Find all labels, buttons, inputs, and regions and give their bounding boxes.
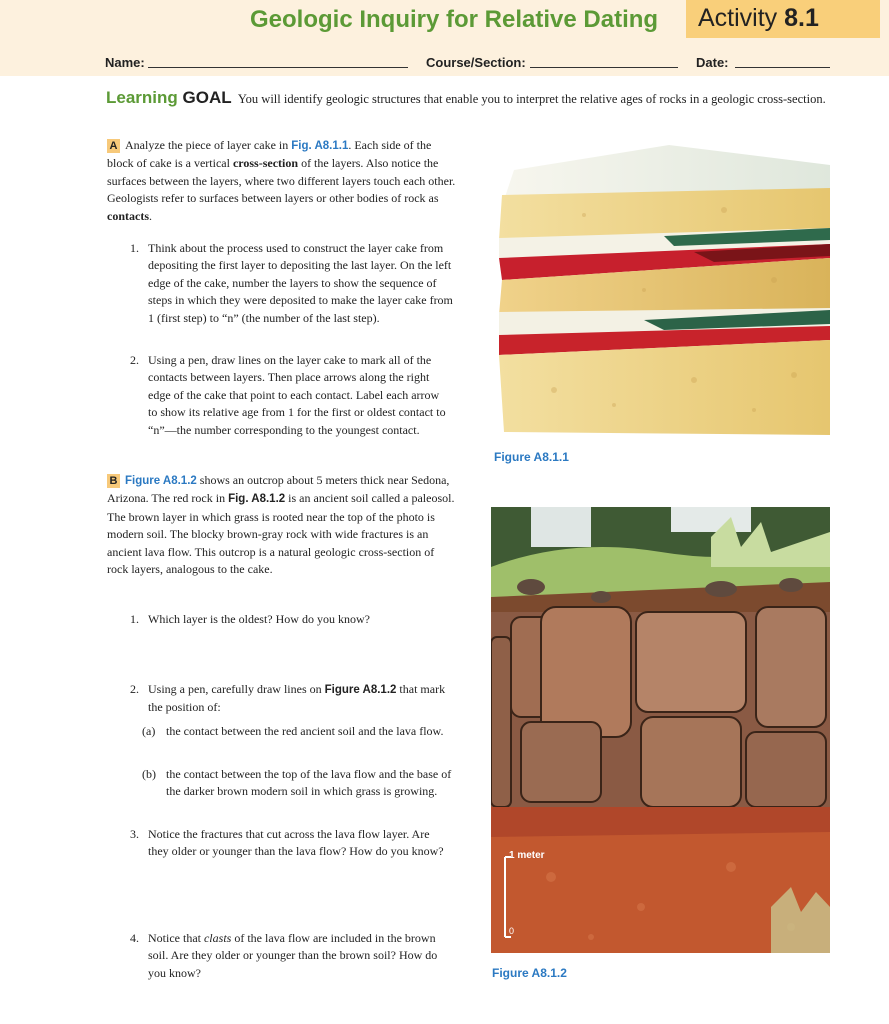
part-a-question-1 xyxy=(130,240,460,327)
fig1-ref[interactable]: Fig. A8.1.1 xyxy=(291,140,349,152)
sub-label: (a) xyxy=(142,724,156,738)
question-number: 2. xyxy=(130,682,139,696)
activity-badge xyxy=(686,0,880,38)
fig2-ref-1[interactable]: Figure A8.1.2 xyxy=(125,475,197,487)
learning-goal xyxy=(106,90,826,107)
course-field-line[interactable] xyxy=(530,67,678,68)
goal-text: You will identify geologic structures that enable you to interpret the relative ages of rocks in a geologic cross-section. xyxy=(237,92,826,106)
part-a-question-2 xyxy=(130,352,450,439)
question-number: 1. xyxy=(130,241,139,255)
part-a-text-3: of the layers. Also notice the surfaces between the layers, where two different layers touch each other. Geologists refer to surfaces between layers or other bodies of rock as xyxy=(107,156,456,206)
part-a-text-1: Analyze the piece of layer cake in xyxy=(125,138,289,152)
date-field-line[interactable] xyxy=(735,67,830,68)
question-number: 1. xyxy=(130,612,139,626)
fig2-ref-2[interactable]: Fig. A8.1.2 xyxy=(228,493,286,506)
outcrop-photo xyxy=(491,507,830,953)
figure-a811-caption: Figure A8.1.1 xyxy=(494,450,569,464)
outcrop-illustration xyxy=(491,507,830,953)
fig2-ref-3[interactable]: Figure A8.1.2 xyxy=(324,684,397,696)
question-number: 4. xyxy=(130,931,139,945)
name-label: Name: xyxy=(105,55,145,70)
part-a-intro xyxy=(107,137,457,225)
question-number: 3. xyxy=(130,827,139,841)
part-b-question-3 xyxy=(130,826,453,861)
sub-text: the contact between the red ancient soil and the lava flow. xyxy=(166,724,444,738)
question-text: Notice that xyxy=(148,931,201,945)
goal-word: GOAL xyxy=(182,88,232,107)
question-number: 2. xyxy=(130,353,139,367)
sub-text: the contact between the top of the lava flow and the base of the darker brown modern soil in which grass is growing. xyxy=(166,767,452,799)
part-b-question-2 xyxy=(130,681,448,717)
page-title: Geologic Inquiry for Relative Dating xyxy=(250,6,659,33)
part-b-text-2: is an ancient soil called a paleosol. The brown layer in which grass is rooted near the top of the photo is modern soil. The blocky brown-gray rock with wide fractures is an ancient lava flow. This outcrop is a natural geologic cross-section of rock layers, analogous to the cake. xyxy=(107,491,455,577)
layer-cake-photo xyxy=(494,140,830,440)
date-label: Date: xyxy=(696,55,729,70)
activity-number: 8.1 xyxy=(784,4,819,32)
question-text-2: of the lava flow are included in the brown soil. Are they older or younger than the brown soil? How do you know? xyxy=(148,931,438,980)
contacts-term: contacts xyxy=(107,208,149,223)
question-text: Which layer is the oldest? How do you know? xyxy=(148,612,370,626)
question-text: Using a pen, draw lines on the layer cake to mark all of the contacts between layers. Then place arrows along the right edge of the cake that point to each contact. Label each arrow to show its relative age from 1 for the first or oldest contact to “n”—the number corresponding to the youngest contact. xyxy=(148,353,446,437)
part-b-question-2b xyxy=(142,766,456,801)
clasts-term: clasts xyxy=(203,931,232,945)
layer-cake-illustration xyxy=(494,140,830,440)
learning-word: Learning xyxy=(106,88,178,107)
sub-label: (b) xyxy=(142,767,156,781)
activity-word: Activity xyxy=(698,4,778,32)
part-b-intro xyxy=(107,472,457,578)
part-b-marker: B xyxy=(107,474,120,488)
part-b-text-1: shows an outcrop about 5 meters thick near Sedona, Arizona. The red rock in xyxy=(107,473,450,506)
scale-zero: 0 xyxy=(509,926,515,936)
question-text: Notice the fractures that cut across the lava flow layer. Are they older or younger than the lava flow? How do you know? xyxy=(148,827,444,859)
part-b-question-2a xyxy=(142,723,456,740)
cross-section-term: cross-section xyxy=(232,156,299,171)
name-field-line[interactable] xyxy=(148,67,408,68)
scale-label: 1 meter xyxy=(509,850,545,861)
part-b-question-4 xyxy=(130,930,446,982)
figure-a812-caption: Figure A8.1.2 xyxy=(492,966,567,980)
course-label: Course/Section: xyxy=(426,55,526,70)
part-a-text-4: . xyxy=(149,208,152,223)
question-text: Using a pen, carefully draw lines on xyxy=(148,682,322,696)
question-text-2: that mark the position of: xyxy=(148,682,446,715)
part-b-question-1 xyxy=(130,611,448,628)
part-a-text-2: . Each side of the block of cake is a vertical xyxy=(107,138,432,171)
question-text: Think about the process used to construct the layer cake from depositing the first layer to depositing the last layer. On the left edge of the cake, number the layers to show the sequence of steps in which they were deposited to make the layer cake from 1 (first step) to “n” (the number of the last step). xyxy=(148,241,453,325)
part-a-marker: A xyxy=(107,139,120,153)
